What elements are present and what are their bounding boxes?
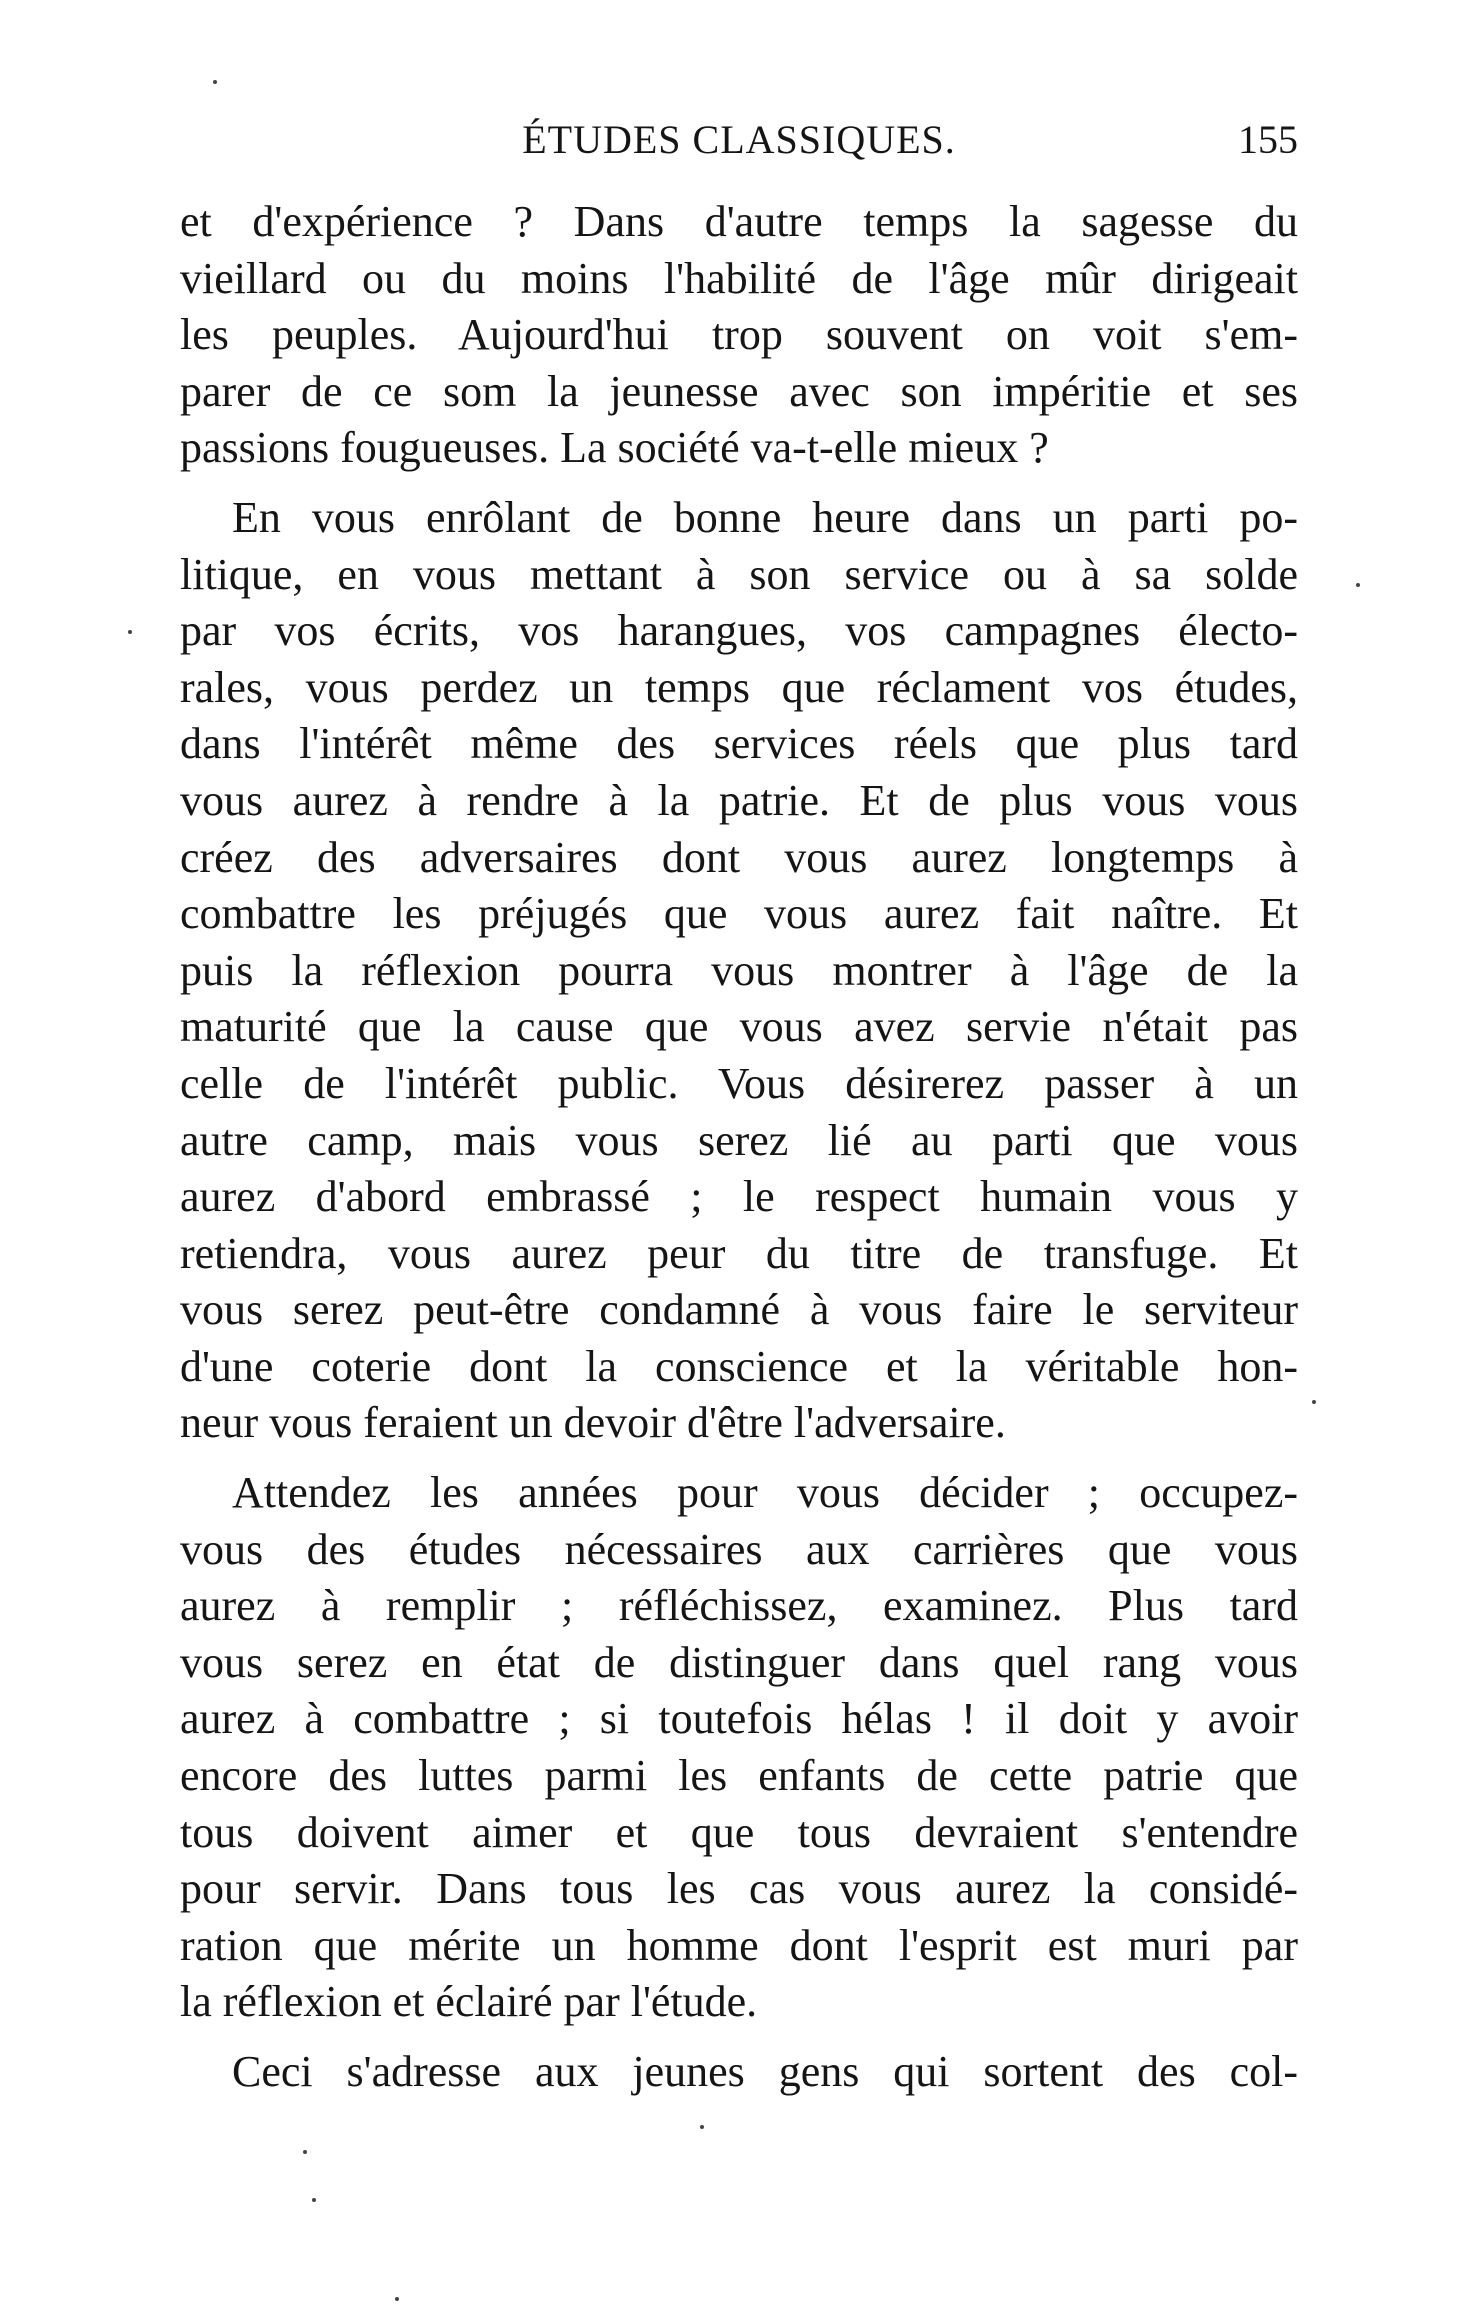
text-line: En vous enrôlant de bonne heure dans un parti po-	[232, 492, 1298, 542]
text-line: par vos écrits, vos harangues, vos campagnes électo-	[180, 606, 1298, 656]
text-line: autre camp, mais vous serez lié au parti que vous	[180, 1115, 1298, 1165]
paragraph-2	[180, 490, 1298, 1452]
text-line: aurez à combattre ; si toutefois hélas ! il doit y avoir	[180, 1694, 1298, 1744]
scan-speck	[213, 80, 217, 84]
text-line: dans l'intérêt même des services réels que plus tard	[180, 719, 1298, 769]
book-page	[180, 112, 1298, 2101]
paragraph-3	[180, 1465, 1298, 2031]
paragraph-4	[180, 2044, 1298, 2101]
text-line: tous doivent aimer et que tous devraient s'entendre	[180, 1807, 1298, 1857]
page-number: 155	[1238, 117, 1298, 162]
scan-speck	[1312, 1400, 1316, 1404]
text-line: d'une coterie dont la conscience et la véritable hon-	[180, 1341, 1298, 1391]
scan-speck	[1356, 583, 1360, 587]
text-line: vous des études nécessaires aux carrières que vous	[180, 1524, 1298, 1574]
paragraph-1	[180, 194, 1298, 477]
text-line: celle de l'intérêt public. Vous désirerez passer à un	[180, 1058, 1298, 1108]
scan-speck	[395, 2297, 399, 2301]
text-line: créez des adversaires dont vous aurez longtemps à	[180, 832, 1298, 882]
scan-speck	[303, 2150, 307, 2154]
text-line: parer de ce som la jeunesse avec son impéritie et ses	[180, 366, 1298, 416]
text-line: passions fougueuses. La société va-t-elle mieux ?	[180, 423, 1049, 473]
running-head	[180, 112, 1298, 172]
scan-speck	[128, 630, 132, 634]
scan-speck	[700, 2125, 704, 2129]
text-line: Ceci s'adresse aux jeunes gens qui sortent des col-	[232, 2047, 1298, 2096]
text-line: encore des luttes parmi les enfants de cette patrie que	[180, 1751, 1298, 1801]
text-line: et d'expérience ? Dans d'autre temps la sagesse du	[180, 197, 1298, 246]
text-line: aurez à remplir ; réfléchissez, examinez. Plus tard	[180, 1581, 1298, 1631]
text-line: aurez d'abord embrassé ; le respect humain vous y	[180, 1172, 1298, 1222]
text-line: vous serez en état de distinguer dans quel rang vous	[180, 1637, 1298, 1687]
text-line: vieillard ou du moins l'habilité de l'âge mûr dirigeait	[180, 253, 1298, 303]
text-line: les peuples. Aujourd'hui trop souvent on voit s'em-	[180, 310, 1298, 360]
text-line: litique, en vous mettant à son service ou à sa solde	[180, 549, 1298, 599]
scan-speck	[312, 2198, 316, 2202]
text-line: rales, vous perdez un temps que réclament vos études,	[180, 662, 1298, 712]
text-line: vous aurez à rendre à la patrie. Et de plus vous vous	[180, 775, 1298, 825]
text-line: ration que mérite un homme dont l'esprit est muri par	[180, 1920, 1298, 1970]
text-line: combattre les préjugés que vous aurez fait naître. Et	[180, 889, 1298, 939]
text-line: maturité que la cause que vous avez servie n'était pas	[180, 1002, 1298, 1052]
running-head-title: ÉTUDES CLASSIQUES.	[522, 117, 956, 162]
text-line: Attendez les années pour vous décider ; occupez-	[232, 1468, 1298, 1518]
text-line: vous serez peut-être condamné à vous faire le serviteur	[180, 1285, 1298, 1335]
text-line: pour servir. Dans tous les cas vous aurez la considé-	[180, 1864, 1298, 1914]
text-line: retiendra, vous aurez peur du titre de transfuge. Et	[180, 1228, 1298, 1278]
text-line: puis la réflexion pourra vous montrer à l'âge de la	[180, 945, 1298, 995]
text-line: neur vous feraient un devoir d'être l'adversaire.	[180, 1398, 1006, 1448]
text-line: la réflexion et éclairé par l'étude.	[180, 1977, 758, 2027]
